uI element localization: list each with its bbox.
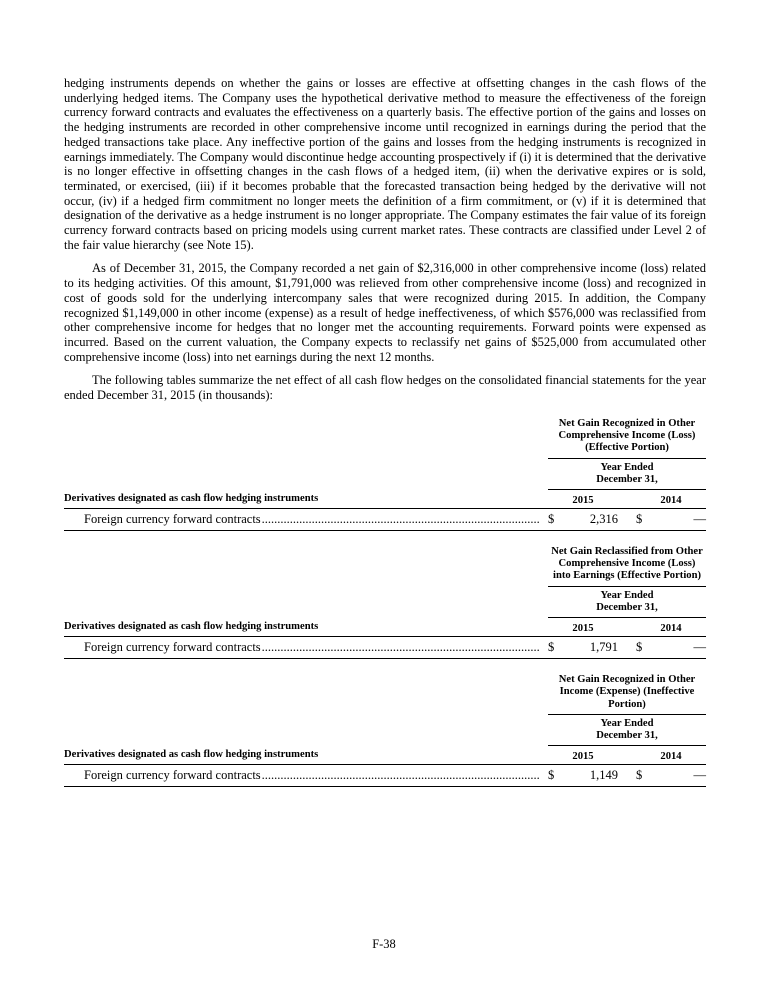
table-period-header: Year Ended December 31, [548,459,706,491]
table-oci-effective-portion [64,418,706,531]
table-other-income-ineffective [64,674,706,787]
table-column-header-row [64,746,706,765]
table-row [64,765,706,787]
table-row-group-header: Derivatives designated as cash flow hedging instruments [64,493,319,505]
dot-leader [262,512,540,527]
table-value-cell-2015 [548,512,618,527]
table-row-group-header: Derivatives designated as cash flow hedging instruments [64,621,319,633]
year-column-header-2015: 2015 [572,751,594,763]
table-period-header: Year Ended December 31, [548,587,706,619]
table-row-label: Foreign currency forward contracts [84,511,261,526]
value-amount: 1,791 [589,639,618,654]
table-period-header: Year Ended December 31, [548,715,706,747]
year-column-header-2014: 2014 [660,751,682,763]
paragraph-tables-intro: The following tables summarize the net effect of all cash flow hedges on the consolidated financial statements for the year ended December 31, 2015 (in thousands): [64,373,706,403]
table-value-cell-2015 [548,768,618,783]
table-value-cell-2014 [636,640,706,655]
currency-symbol: $ [548,511,555,526]
paragraph-hedging-policy: hedging instruments depends on whether the gains or losses are effective at offsetting changes in the cash flows of the underlying hedged items. The Company uses the hypothetical derivative method to measure the effectiveness of the foreign currency forward contracts and evaluates the effectiveness on a quarterly basis. The effective portion of the gains and losses on the hedging instruments are recorded in other comprehensive income until recognized in earnings during the period that the hedged transactions take place. Any ineffective portion of the gains and losses from the hedging instruments is recognized in earnings immediately. The Company would discontinue hedge accounting prospectively if (i) it is determined that the derivative is no longer effective in offsetting changes in the cash flows of a hedged item, (ii) when the derivative expires or is sold, terminated, or exercised, (iii) if it becomes probable that the forecasted transaction being hedged by the derivative will not occur, (iv) if a hedged firm commitment no longer meets the definition of a firm commitment, or (v) if it is determined that designation of the derivative as a hedge instrument is no longer appropriate. The Company estimates the fair value of its foreign currency forward contracts based on pricing models using current market rates. These contracts are classified under Level 2 of the fair value hierarchy (see Note 15). [64,76,706,252]
table-oci-reclassified-earnings [64,546,706,659]
currency-symbol: $ [636,639,643,654]
value-amount: 2,316 [589,511,618,526]
table-value-cell-2014 [636,512,706,527]
dot-leader [262,768,540,783]
year-column-header-2014: 2014 [660,622,682,634]
table-header-block [548,674,706,746]
currency-symbol: $ [636,768,643,783]
value-amount: — [693,639,706,654]
year-column-header-2015: 2015 [572,622,594,634]
table-row [64,509,706,531]
value-amount: 1,149 [589,768,618,783]
table-caption: Net Gain Recognized in Other Comprehensive Income (Loss) (Effective Portion) [548,418,706,459]
table-row-group-header: Derivatives designated as cash flow hedging instruments [64,749,319,761]
currency-symbol: $ [636,511,643,526]
value-amount: — [693,511,706,526]
currency-symbol: $ [548,768,555,783]
table-value-cell-2014 [636,768,706,783]
table-value-cell-2015 [548,640,618,655]
year-column-header-2015: 2015 [572,494,594,506]
table-row-label: Foreign currency forward contracts [84,768,261,783]
table-caption: Net Gain Recognized in Other Income (Expense) (Ineffective Portion) [548,674,706,715]
table-column-header-row [64,618,706,637]
year-column-header-2014: 2014 [660,494,682,506]
dot-leader [262,640,540,655]
table-column-header-row [64,490,706,509]
table-row [64,637,706,659]
paragraph-net-gain-summary: As of December 31, 2015, the Company recorded a net gain of $2,316,000 in other comprehensive income (loss) related to its hedging activities. Of this amount, $1,791,000 was relieved from other comprehensive income (loss) and recognized in cost of goods sold for the underlying intercompany sales that were recognized during 2015. In addition, the Company recognized $1,149,000 in other income (expense) as a result of hedge ineffectiveness, of which $576,000 was reclassified from other comprehensive income for hedges that no longer met the accounting requirements. Forward points were expensed as incurred. Based on the current valuation, the Company expects to reclassify net gains of $525,000 from accumulated other comprehensive income (loss) into net earnings during the next 12 months. [64,261,706,364]
table-caption: Net Gain Reclassified from Other Comprehensive Income (Loss) into Earnings (Effective Portion) [548,546,706,587]
table-row-label: Foreign currency forward contracts [84,639,261,654]
value-amount: — [693,768,706,783]
currency-symbol: $ [548,639,555,654]
table-header-block [548,546,706,618]
table-header-block [548,418,706,490]
page-number: F-38 [372,937,396,951]
